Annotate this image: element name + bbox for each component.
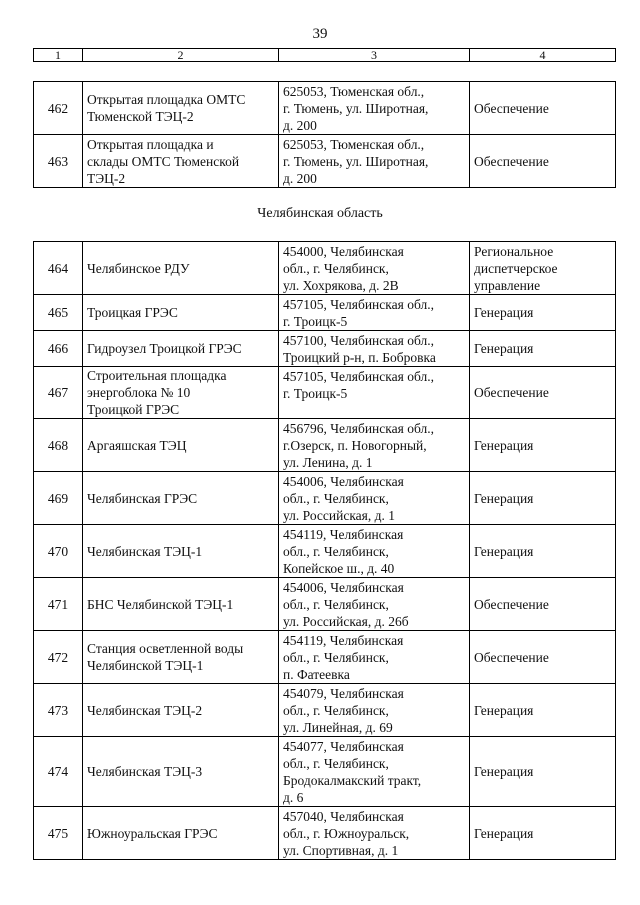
row-number: 466 <box>34 331 83 367</box>
header-col-3: 3 <box>279 49 470 62</box>
table-row <box>34 684 616 737</box>
object-name: Челябинская ГРЭС <box>83 472 279 525</box>
object-address: 625053, Тюменская обл., г. Тюмень, ул. Широтная, д. 200 <box>279 135 470 188</box>
object-name: Челябинская ТЭЦ-3 <box>83 737 279 807</box>
object-category: Генерация <box>470 472 616 525</box>
chelyabinsk-objects-table <box>33 241 616 860</box>
object-address: 456796, Челябинская обл., г.Озерск, п. Новогорный, ул. Ленина, д. 1 <box>279 419 470 472</box>
object-name: Гидроузел Троицкой ГРЭС <box>83 331 279 367</box>
object-name: Челябинское РДУ <box>83 242 279 295</box>
object-address: 454119, Челябинская обл., г. Челябинск, п. Фатеевка <box>279 631 470 684</box>
object-address: 457100, Челябинская обл., Троицкий р-н, п. Бобровка <box>279 331 470 367</box>
object-address: 454077, Челябинская обл., г. Челябинск, Бродокалмакский тракт, д. 6 <box>279 737 470 807</box>
object-address: 457105, Челябинская обл., г. Троицк-5 <box>279 367 470 419</box>
row-number: 462 <box>34 82 83 135</box>
object-name: Южноуральская ГРЭС <box>83 807 279 860</box>
table-row <box>34 472 616 525</box>
object-category: Генерация <box>470 525 616 578</box>
object-category: Обеспечение <box>470 82 616 135</box>
object-name: Открытая площадка и склады ОМТС Тюменской ТЭЦ-2 <box>83 135 279 188</box>
object-address: 457105, Челябинская обл., г. Троицк-5 <box>279 295 470 331</box>
row-number: 470 <box>34 525 83 578</box>
object-name: Челябинская ТЭЦ-1 <box>83 525 279 578</box>
row-number: 467 <box>34 367 83 419</box>
header-row <box>34 49 616 62</box>
object-name: Челябинская ТЭЦ-2 <box>83 684 279 737</box>
object-name: БНС Челябинской ТЭЦ-1 <box>83 578 279 631</box>
object-name: Аргаяшская ТЭЦ <box>83 419 279 472</box>
row-number: 472 <box>34 631 83 684</box>
object-category: Генерация <box>470 684 616 737</box>
table-row <box>34 242 616 295</box>
object-address: 454119, Челябинская обл., г. Челябинск, Копейское ш., д. 40 <box>279 525 470 578</box>
table-row <box>34 578 616 631</box>
row-number: 465 <box>34 295 83 331</box>
object-category: Генерация <box>470 737 616 807</box>
object-category: Региональное диспетчерское управление <box>470 242 616 295</box>
table-row <box>34 295 616 331</box>
object-category: Генерация <box>470 295 616 331</box>
object-address: 454079, Челябинская обл., г. Челябинск, ул. Линейная, д. 69 <box>279 684 470 737</box>
header-col-2: 2 <box>83 49 279 62</box>
row-number: 471 <box>34 578 83 631</box>
column-number-header <box>33 48 616 62</box>
object-address: 454006, Челябинская обл., г. Челябинск, ул. Российская, д. 26б <box>279 578 470 631</box>
table-row <box>34 331 616 367</box>
object-category: Обеспечение <box>470 135 616 188</box>
tyumen-objects-table <box>33 81 616 188</box>
object-address: 454006, Челябинская обл., г. Челябинск, ул. Российская, д. 1 <box>279 472 470 525</box>
object-name: Открытая площадка ОМТС Тюменской ТЭЦ-2 <box>83 82 279 135</box>
table-row <box>34 807 616 860</box>
row-number: 469 <box>34 472 83 525</box>
object-category: Генерация <box>470 419 616 472</box>
object-address: 625053, Тюменская обл., г. Тюмень, ул. Широтная, д. 200 <box>279 82 470 135</box>
object-address: 454000, Челябинская обл., г. Челябинск, ул. Хохрякова, д. 2В <box>279 242 470 295</box>
table-row <box>34 737 616 807</box>
table-row <box>34 367 616 419</box>
table-row <box>34 631 616 684</box>
row-number: 474 <box>34 737 83 807</box>
object-name: Троицкая ГРЭС <box>83 295 279 331</box>
header-col-1: 1 <box>34 49 83 62</box>
object-name: Строительная площадка энергоблока № 10 Троицкой ГРЭС <box>83 367 279 419</box>
table-row <box>34 525 616 578</box>
object-category: Обеспечение <box>470 631 616 684</box>
page-number: 39 <box>312 26 328 42</box>
row-number: 464 <box>34 242 83 295</box>
table-row <box>34 82 616 135</box>
object-category: Генерация <box>470 331 616 367</box>
row-number: 463 <box>34 135 83 188</box>
table-row <box>34 135 616 188</box>
header-col-4: 4 <box>470 49 616 62</box>
row-number: 475 <box>34 807 83 860</box>
row-number: 473 <box>34 684 83 737</box>
object-category: Обеспечение <box>470 367 616 419</box>
section-title: Челябинская область <box>257 206 383 221</box>
object-category: Генерация <box>470 807 616 860</box>
row-number: 468 <box>34 419 83 472</box>
object-name: Станция осветленной воды Челябинской ТЭЦ-1 <box>83 631 279 684</box>
object-address: 457040, Челябинская обл., г. Южноуральск, ул. Спортивная, д. 1 <box>279 807 470 860</box>
table-row <box>34 419 616 472</box>
object-category: Обеспечение <box>470 578 616 631</box>
